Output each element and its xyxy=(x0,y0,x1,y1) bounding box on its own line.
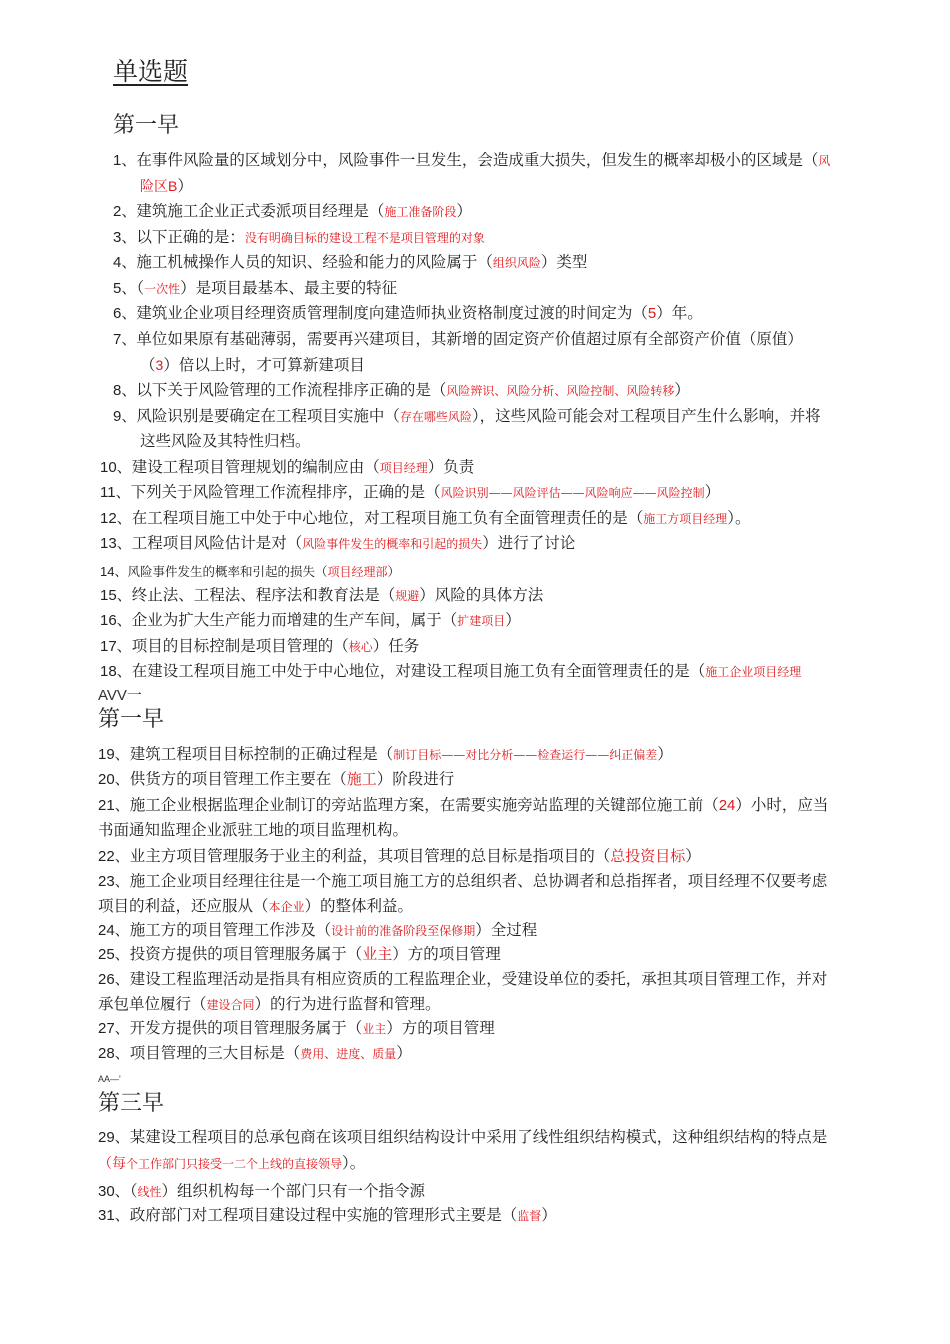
answer-text: 扩建项目 xyxy=(457,614,506,628)
question-text: 终止法、工程法、程序法和教育法是（ xyxy=(131,586,396,604)
question-text: ） xyxy=(657,745,673,763)
question-text: ）风险的具体方法 xyxy=(419,586,544,604)
question-text: 业主方项目管理服务于业主的利益，其项目管理的总目标是指项目的（ xyxy=(129,847,611,865)
question-number: 1、 xyxy=(113,152,137,169)
question-text: 项目的目标控制是项目管理的（ xyxy=(131,637,349,655)
question-number: 8、 xyxy=(113,382,137,399)
question-text: ）负责 xyxy=(427,458,475,476)
question-number: 6、 xyxy=(113,305,137,322)
question-text: 下列关于风险管理工作流程排序，正确的是（ xyxy=(130,483,441,501)
question-text: 建设工程监理活动是指具有相应资质的工程监理企业，受建设单位的委托，承担其项目管理工作，并对 xyxy=(129,970,828,988)
question-text: ）的整体利益。 xyxy=(304,897,414,915)
answer-text: 施工方项目经理 xyxy=(643,512,728,526)
question-21 xyxy=(98,793,828,818)
answer-text: 业主 xyxy=(362,945,393,963)
question-text: ）任务 xyxy=(372,637,420,655)
question-text: ） xyxy=(396,1044,412,1062)
question-text: ）倍以上时，才可算新建项目 xyxy=(163,356,365,374)
question-text: 工程项目风险估计是对（ xyxy=(131,534,303,552)
question-text: 施工企业根据监理企业制订的旁站监理方案，在需要实施旁站监理的关键部位施工前（ xyxy=(129,796,719,814)
question-20 xyxy=(98,767,454,792)
question-21-continuation: 书面通知监理企业派驻工地的项目监理机构。 xyxy=(98,821,409,839)
question-number: 11、 xyxy=(100,484,131,501)
question-text: 单位如果原有基础薄弱，需要再兴建项目，其新增的固定资产价值超过原有全部资产价值（原值） xyxy=(136,330,803,348)
question-23 xyxy=(98,869,827,894)
question-1 xyxy=(113,148,830,174)
question-31 xyxy=(98,1203,557,1229)
question-30 xyxy=(98,1179,425,1205)
question-number: 27、 xyxy=(98,1020,130,1037)
question-text: ）方的项目管理 xyxy=(392,945,501,963)
answer-text: 核心 xyxy=(348,640,373,654)
question-4 xyxy=(113,250,587,276)
question-24 xyxy=(98,918,537,944)
question-text: 项目的利益，还应服从（ xyxy=(98,897,269,915)
chapter-heading-1: 第一早 xyxy=(113,113,180,138)
question-text: ）进行了讨论 xyxy=(482,534,576,552)
question-number: 17、 xyxy=(100,638,132,655)
question-11 xyxy=(100,480,720,506)
question-text: ）。 xyxy=(342,1154,366,1172)
answer-text: 施工准备阶段 xyxy=(384,205,457,219)
question-15 xyxy=(100,583,543,609)
answer-text: 项目经理 xyxy=(379,461,428,475)
question-number: 20、 xyxy=(98,771,130,788)
answer-text: 监督 xyxy=(517,1209,542,1223)
question-7-continuation xyxy=(140,353,365,378)
chapter-heading-3: 第三早 xyxy=(98,1091,165,1116)
question-text: 某建设工程项目的总承包商在该项目组织结构设计中采用了线性组织结构模式，这种组织结构的特点是 xyxy=(129,1128,828,1146)
answer-text: 制订目标——对比分析——检查运行——纠正偏差 xyxy=(393,748,658,762)
garbled-text: AA—' xyxy=(98,1074,121,1084)
question-text: ） xyxy=(505,611,521,629)
question-2 xyxy=(113,199,472,225)
answer-text: 总投资目标 xyxy=(610,847,686,865)
question-19 xyxy=(98,742,673,768)
question-7 xyxy=(113,327,803,352)
question-6 xyxy=(113,301,703,326)
answer-text: （每 xyxy=(98,1155,126,1171)
question-text: 施工机械操作人员的知识、经验和能力的风险属于（ xyxy=(136,253,493,271)
question-number: 3、 xyxy=(113,229,137,246)
question-number: 12、 xyxy=(100,510,132,527)
answer-text: 风 xyxy=(818,154,831,168)
question-12 xyxy=(100,506,750,532)
garbled-text: AVV一 xyxy=(98,687,142,704)
question-5 xyxy=(113,276,397,302)
question-3 xyxy=(113,225,485,251)
question-25 xyxy=(98,942,501,967)
question-text: 施工企业项目经理往往是一个施工项目施工方的总组织者、总协调者和总指挥者，项目经理不仅要考虑 xyxy=(129,872,828,890)
question-number: 10、 xyxy=(100,459,132,476)
question-number: 16、 xyxy=(100,612,132,629)
answer-text: 业主 xyxy=(362,1022,387,1036)
answer-text: 建设合同 xyxy=(206,998,255,1012)
answer-text: 险区B xyxy=(140,178,178,194)
page-title: 单选题 xyxy=(113,57,189,86)
question-text: 风险事件发生的概率和引起的损失（ xyxy=(127,564,328,579)
question-27 xyxy=(98,1016,495,1042)
question-text: ）组织机构每一个部门只有一个指令源 xyxy=(161,1182,425,1200)
question-text: 风险识别是要确定在工程项目实施中（ xyxy=(136,407,400,425)
question-text: 供货方的项目管理工作主要在（ xyxy=(129,770,347,788)
question-number: 23、 xyxy=(98,873,130,890)
question-number: 4、 xyxy=(113,254,137,271)
question-23-continuation xyxy=(98,894,413,920)
question-text: ）。 xyxy=(727,509,751,527)
question-text: （ xyxy=(129,1182,138,1200)
answer-text: 项目经理部 xyxy=(327,565,388,579)
answer-text: 规避 xyxy=(395,589,420,603)
answer-text: 一次性 xyxy=(144,282,181,296)
answer-text: 施工 xyxy=(346,770,377,788)
question-number: 5、 xyxy=(113,280,137,297)
question-22 xyxy=(98,844,701,869)
answer-text: 风险辨识、风险分析、风险控制、风险转移 xyxy=(446,384,675,398)
answer-text: 设计前的准备阶段至保修期 xyxy=(331,924,476,938)
question-number: 9、 xyxy=(113,408,137,425)
question-text: 在工程项目施工中处于中心地位，对工程项目施工负有全面管理责任的是（ xyxy=(131,509,644,527)
answer-text: 风险识别——风险评估——风险响应——风险控制 xyxy=(440,486,705,500)
answer-text: 24 xyxy=(718,797,736,814)
question-10 xyxy=(100,455,474,481)
question-text: ）阶段进行 xyxy=(376,770,455,788)
question-26 xyxy=(98,967,827,992)
answer-text: 本企业 xyxy=(268,900,305,914)
question-text: ） xyxy=(387,564,401,579)
question-text: ） xyxy=(674,381,690,399)
question-text: 施工方的项目管理工作涉及（ xyxy=(129,921,332,939)
answer-text: 存在哪些风险 xyxy=(399,410,472,424)
question-9 xyxy=(113,404,821,430)
question-28 xyxy=(98,1041,412,1067)
question-29 xyxy=(98,1125,827,1150)
question-1-continuation xyxy=(140,174,193,199)
question-text: ）类型 xyxy=(540,253,588,271)
question-13 xyxy=(100,531,575,557)
question-text: 在建设工程项目施工中处于中心地位，对建设工程项目施工负有全面管理责任的是（ xyxy=(131,662,706,680)
question-text: ）全过程 xyxy=(475,921,538,939)
answer-text: 没有明确目标的建设工程不是项目管理的对象 xyxy=(244,231,485,245)
question-text: ）方的项目管理 xyxy=(386,1019,495,1037)
question-text: 建筑工程项目目标控制的正确过程是（ xyxy=(129,745,394,763)
answer-text: 3 xyxy=(155,357,164,373)
question-text: 在事件风险量的区域划分中，风险事件一旦发生，会造成重大损失，但发生的概率却极小的区域是（ xyxy=(136,151,819,169)
question-number: 21、 xyxy=(98,797,130,814)
question-29-continuation xyxy=(98,1151,365,1177)
question-text: ） xyxy=(456,202,472,220)
question-text: 以下关于风险管理的工作流程排序正确的是（ xyxy=(136,381,447,399)
question-number: 30、 xyxy=(98,1183,130,1200)
question-number: 14、 xyxy=(100,564,128,579)
question-text: （ xyxy=(140,356,156,374)
question-9-continuation: 这些风险及其特性归档。 xyxy=(140,432,311,450)
question-text: 承包单位履行（ xyxy=(98,995,207,1013)
question-text: 企业为扩大生产能力而增建的生产车间，属于（ xyxy=(131,611,458,629)
question-text: ） xyxy=(685,847,701,865)
question-17 xyxy=(100,634,419,660)
question-26-continuation xyxy=(98,992,441,1018)
question-16 xyxy=(100,608,521,634)
question-text: 政府部门对工程项目建设过程中实施的管理形式主要是（ xyxy=(129,1206,518,1224)
answer-text: 5 xyxy=(647,305,657,322)
question-number: 26、 xyxy=(98,971,130,988)
question-8 xyxy=(113,378,690,404)
answer-text: 费用、进度、质量 xyxy=(300,1047,397,1061)
question-number: 28、 xyxy=(98,1045,130,1062)
question-18 xyxy=(100,659,801,685)
question-number: 15、 xyxy=(100,587,132,604)
question-text: ）的行为进行监督和管理。 xyxy=(254,995,441,1013)
question-number: 29、 xyxy=(98,1129,130,1146)
question-number: 19、 xyxy=(98,746,130,763)
question-text: 投资方提供的项目管理服务属于（ xyxy=(129,945,363,963)
question-number: 25、 xyxy=(98,946,130,963)
question-text: 建筑施工企业正式委派项目经理是（ xyxy=(136,202,385,220)
chapter-heading-2: 第一早 xyxy=(98,707,165,732)
answer-text: 组织风险 xyxy=(492,256,541,270)
question-text: ）小时，应当 xyxy=(735,796,829,814)
question-text: 项目管理的三大目标是（ xyxy=(129,1044,301,1062)
question-text: （ xyxy=(136,279,145,297)
question-number: 31、 xyxy=(98,1207,130,1224)
answer-text: 施工企业项目经理 xyxy=(705,665,802,679)
question-number: 7、 xyxy=(113,331,137,348)
question-text: 以下正确的是： xyxy=(136,228,245,246)
question-text: ） xyxy=(177,177,193,195)
answer-text: 线性 xyxy=(137,1185,162,1199)
question-text: ） xyxy=(704,483,721,501)
question-number: 2、 xyxy=(113,203,137,220)
question-number: 22、 xyxy=(98,848,130,865)
question-text: ）年。 xyxy=(656,304,703,322)
question-number: 13、 xyxy=(100,535,132,552)
question-text: 建设工程项目管理规划的编制应由（ xyxy=(131,458,380,476)
question-14 xyxy=(100,559,400,585)
question-text: 建筑业企业项目经理资质管理制度向建造师执业资格制度过渡的时间定为（ xyxy=(136,304,648,322)
question-text: ） xyxy=(541,1206,557,1224)
question-text: ），这些风险可能会对工程项目产生什么影响，并将 xyxy=(471,407,821,425)
question-number: 18、 xyxy=(100,663,132,680)
question-text: ）是项目最基本、最主要的特征 xyxy=(180,279,398,297)
question-text: 开发方提供的项目管理服务属于（ xyxy=(129,1019,363,1037)
answer-text: 个工作部门只接受一二个上线的直接领导 xyxy=(126,1157,343,1171)
answer-text: 风险事件发生的概率和引起的损失 xyxy=(302,537,483,551)
question-number: 24、 xyxy=(98,922,130,939)
